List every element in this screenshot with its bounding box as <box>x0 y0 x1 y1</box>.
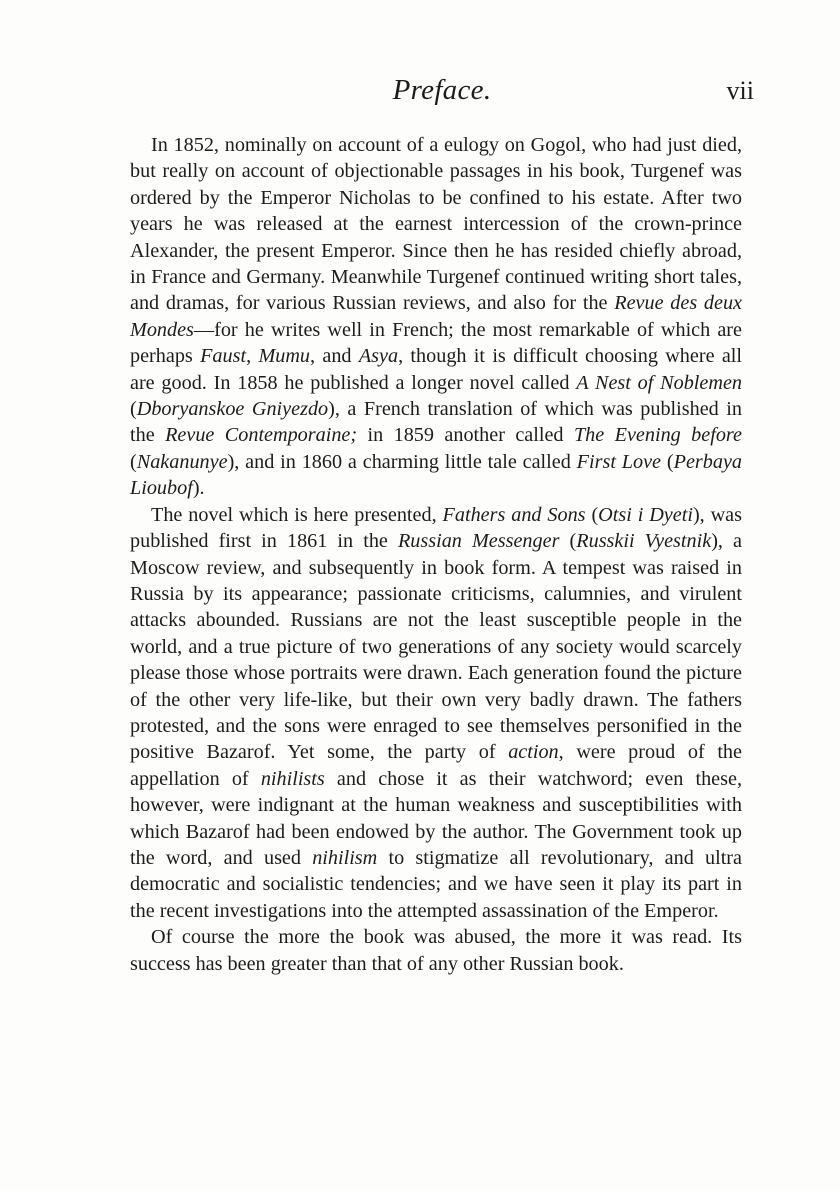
text-run: ). <box>192 477 205 500</box>
text-run: ), a Moscow review, and subsequently in book form. A tempest was raised in Russia by its appearance; passionate criticisms, calumnies, and virulent attacks abounded. Russians are not the least susceptible people in the world, and a true picture of two generations of any society would scarcely please those whose portraits were drawn. Each generation found the picture of the other very life-like, but their own very badly drawn. The fathers protested, and the sons were enraged to see themselves personified in the positive Bazarof. Yet some, the party of <box>130 530 743 764</box>
text-run: ( <box>661 450 674 473</box>
text-run: ( <box>130 398 137 421</box>
italic-title: Revue des deux Mondes <box>130 292 743 341</box>
body-text <box>130 132 742 977</box>
paragraph <box>130 132 742 502</box>
text-run: ( <box>585 503 599 526</box>
paragraph <box>130 924 742 977</box>
text-run: Of course the more the book was abused, the more it was read. Its success has been greater than that of any other Russian book. <box>130 926 742 975</box>
text-run: ), a French translation of which was published in the <box>130 398 742 447</box>
italic-title: A Nest of Noblemen <box>576 371 742 394</box>
paragraph <box>130 502 742 925</box>
italic-title: Dboryanskoe Gniyezdo <box>136 398 329 421</box>
text-run: and chose it as their watchword; even these, however, were indignant at the human weakness and susceptibilities with which Bazarof had been endowed by the author. The Government took up the word, and used <box>130 767 743 869</box>
italic-title: Asya <box>358 345 399 368</box>
text-run: ( <box>130 450 137 473</box>
text-run: ( <box>559 530 577 553</box>
text-run: In 1852, nominally on account of a eulogy on Gogol, who had just died, but really on account of objectionable passages in his book, Turgenef was ordered by the Emperor Nicholas to be confined to his estate. After two years he was released at the earnest intercession of the crown-prince Alexander, the present Emperor. Since then he has resided chiefly abroad, in France and Germany. Meanwhile Turgenef continued writing short tales, and dramas, for various Russian reviews, and also for the <box>130 134 742 315</box>
italic-title: Nakanunye <box>136 450 228 473</box>
text-run: , though it is difficult choosing where all are good. In 1858 he published a longer novel called <box>130 345 743 394</box>
page-number: vii <box>726 76 754 105</box>
running-head <box>130 74 754 110</box>
italic-title: Revue Contemporaine; <box>165 424 358 447</box>
text-run: in 1859 another called <box>357 424 574 447</box>
text-run: The novel which is here presented, <box>151 503 443 526</box>
italic-title: The Evening before <box>573 424 742 447</box>
italic-title: action <box>508 741 559 764</box>
text-run: ), and in 1860 a charming little tale called <box>227 450 577 473</box>
italic-title: Otsi i Dyeti <box>598 503 693 526</box>
text-run: ), was published first in 1861 in the <box>130 503 742 553</box>
text-run: to stigmatize all revolutionary, and ultra democratic and socialistic tendencies; and we have seen it play its part in the recent investigations into the attempted assassination of the Emperor. <box>130 846 742 922</box>
running-title: Preface. <box>392 74 492 106</box>
italic-title: Russkii Vyestnik <box>576 530 712 553</box>
italic-title: nihilists <box>260 767 325 790</box>
italic-title: nihilism <box>312 846 378 869</box>
text-run: , and <box>310 345 359 368</box>
italic-title: Fathers and Sons <box>442 503 586 526</box>
italic-title: Russian Messenger <box>397 530 560 553</box>
italic-title: First Love <box>576 450 662 473</box>
text-run: —for he writes well in French; the most remarkable of which are perhaps <box>130 318 742 368</box>
italic-title: Perbaya Lioubof <box>130 450 742 500</box>
italic-title: Faust <box>200 345 247 368</box>
text-run: , <box>246 345 259 368</box>
text-run: , were proud of the appellation of <box>130 741 742 790</box>
italic-title: Mumu <box>258 345 311 368</box>
